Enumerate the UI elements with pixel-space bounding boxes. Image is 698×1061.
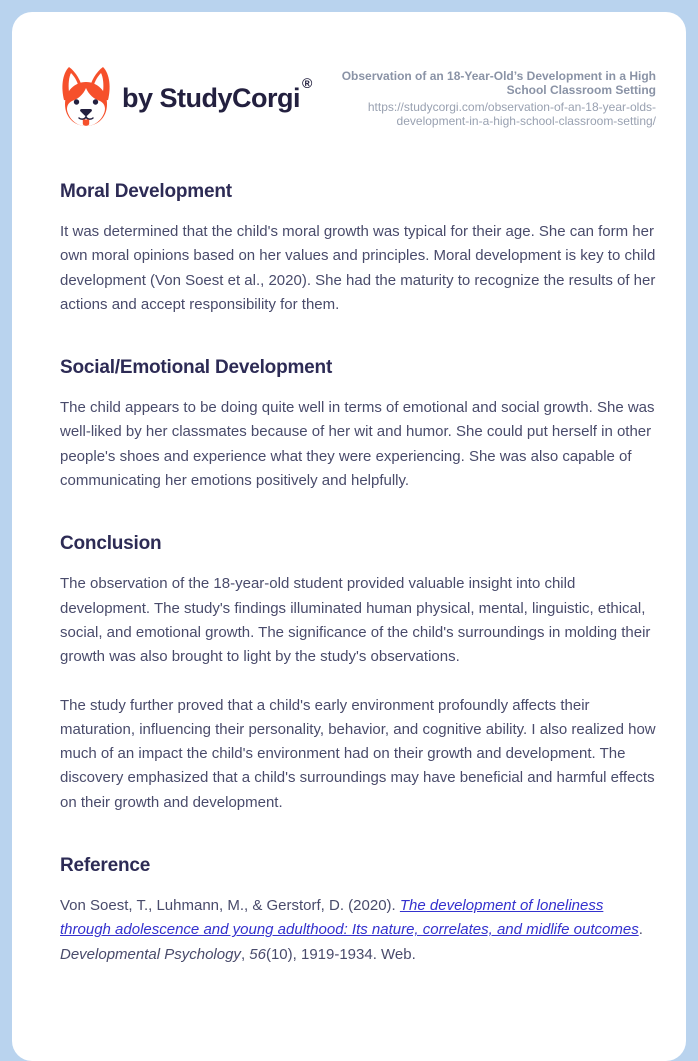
reference-entry xyxy=(60,894,656,967)
section-heading-moral-development: Moral Development xyxy=(60,181,232,202)
document-title: Observation of an 18-Year-Old’s Development in a High School Classroom Setting xyxy=(341,68,656,98)
document-url-link[interactable]: https://studycorgi.com/observation-of-an-18-year-olds-development-in-a-high-school-classroom-setting/ xyxy=(367,100,656,128)
paragraph-conclusion-1: The observation of the 18-year-old student provided valuable insight into child development. The study's findings illuminated human physical, mental, linguistic, ethical, social, and emotional growth. The significance of the child's surroundings in molding their growth was also brought to light by the study's observations. xyxy=(60,575,651,666)
section-heading-social-emotional-development: Social/Emotional Development xyxy=(60,357,333,379)
reference-article-link[interactable]: The development of loneliness through adolescence and young adulthood: Its nature, correlates, and midlife outcomes xyxy=(60,897,639,939)
studycorgi-brand[interactable] xyxy=(60,64,310,133)
document-meta xyxy=(320,69,656,128)
reference-tail: (10), 1919-1934. Web. xyxy=(265,945,416,963)
paragraph-social-emotional: The child appears to be doing quite well in terms of emotional and social growth. She was well-liked by her classmates because of her wit and humor. She could put herself in other people's shoes and experience what they were experiencing. She was also capable of communicating her emotions positively and helpfully. xyxy=(60,399,655,490)
document-header xyxy=(60,64,656,133)
reference-volume: 56 xyxy=(249,945,266,963)
reference-journal: Developmental Psychology xyxy=(60,945,241,963)
reference-separator: , xyxy=(240,945,250,963)
paragraph-conclusion-2: The study further proved that a child's early environment profoundly affects their maturation, influencing their personality, behavior, and cognitive ability. I also realized how much of an impact the child's environment had on their growth and development. The discovery emphasized that a child's surroundings may have beneficial and harmful effects on their growth and development. xyxy=(60,696,656,811)
paragraph-moral-development: It was determined that the child's moral growth was typical for their age. She can form her own moral opinions based on her values and principles. Moral development is key to child development (Von Soest et al., 2020). She had the maturity to recognize the results of her actions and accept responsibility for them. xyxy=(60,223,656,313)
brand-wordmark: by StudyCorgi ® xyxy=(122,75,312,113)
reference-authors: Von Soest, T., Luhmann, M., & Gerstorf, D. (2020). xyxy=(60,897,400,915)
document-card xyxy=(12,12,686,1061)
document-body xyxy=(60,181,656,967)
reference-after-link: . xyxy=(638,921,643,939)
registered-mark: ® xyxy=(302,75,312,91)
section-heading-conclusion: Conclusion xyxy=(60,533,162,555)
corgi-logo-icon xyxy=(60,64,112,133)
section-heading-reference: Reference xyxy=(60,855,151,877)
